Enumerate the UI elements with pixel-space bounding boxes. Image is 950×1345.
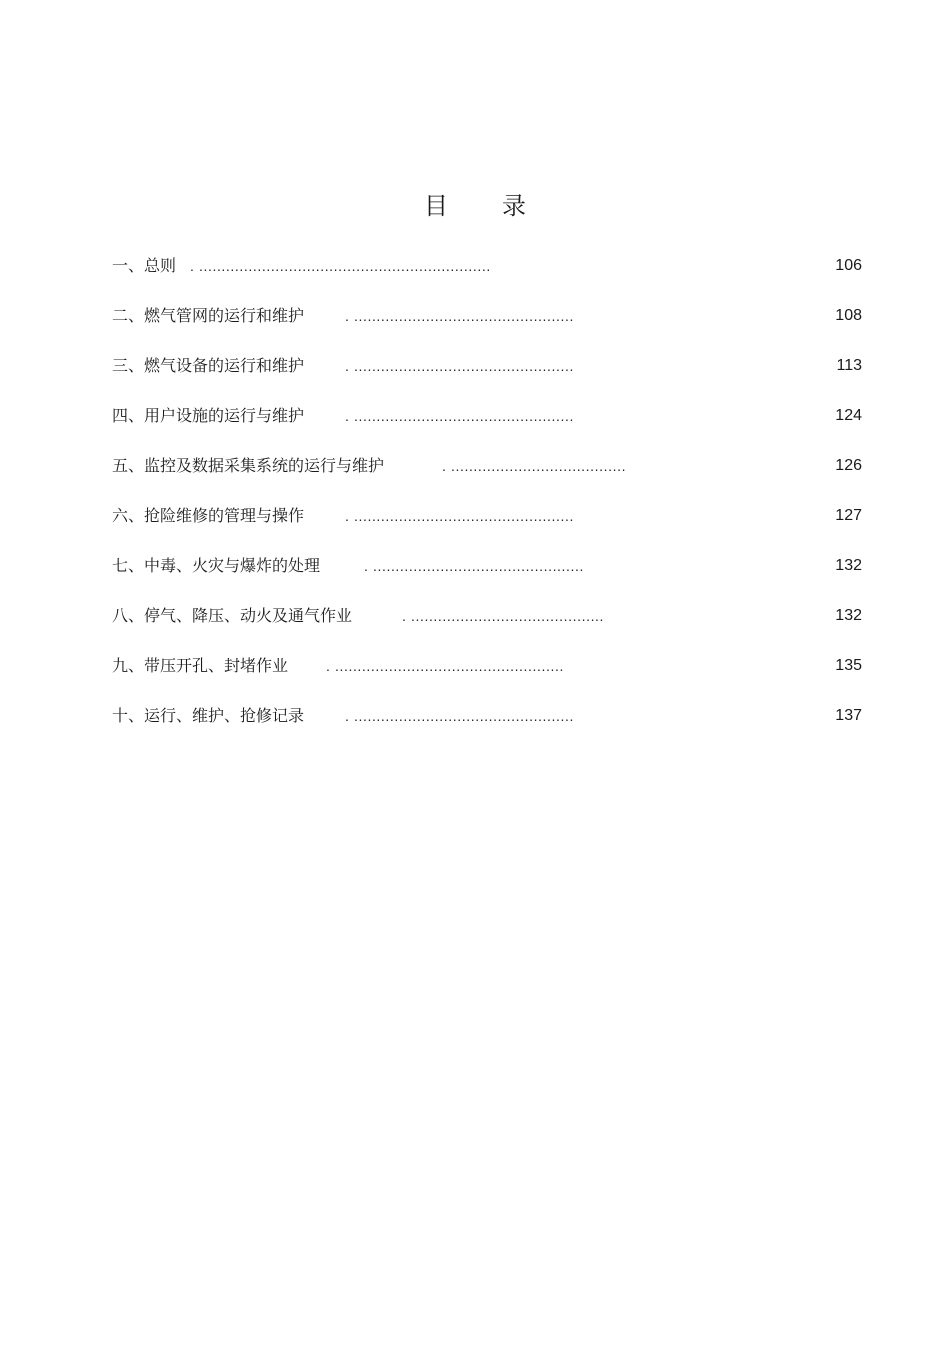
toc-heading-char-1: 目 (424, 192, 448, 220)
toc-entry-number: 四 (112, 406, 129, 425)
toc-entry[interactable] (112, 552, 862, 602)
toc-entry[interactable] (112, 302, 862, 352)
toc-entry-separator: 、 (128, 256, 145, 275)
toc-entry-page: 132 (835, 607, 862, 624)
toc-entry-title: 用户设施的运行与维护 (144, 406, 305, 425)
toc-entry[interactable] (112, 452, 862, 502)
toc-entry-number: 八 (112, 606, 129, 625)
toc-entry-leader: . ................................................. (345, 408, 574, 424)
toc-entry-title: 燃气设备的运行和维护 (144, 356, 305, 375)
toc-entry-number: 二 (112, 306, 129, 325)
toc-entry-leader: . ................................................. (345, 358, 574, 374)
toc-entry-separator: 、 (128, 406, 145, 425)
toc-entry-title: 停气、降压、动火及通气作业 (144, 606, 353, 625)
toc-entry-leader: . ................................................. (345, 708, 574, 724)
toc-entry-label (112, 552, 320, 580)
toc-entry-title: 燃气管网的运行和维护 (144, 306, 305, 325)
toc-entry-title: 带压开孔、封堵作业 (144, 656, 289, 675)
toc-entry-number: 一 (112, 256, 129, 275)
toc-entry-page: 126 (835, 457, 862, 474)
toc-entry[interactable] (112, 652, 862, 702)
toc-entry-page: 127 (835, 507, 862, 524)
toc-entry-number: 五 (112, 456, 129, 475)
toc-entry[interactable] (112, 252, 862, 302)
toc-entry[interactable] (112, 402, 862, 452)
toc-entry-separator: 、 (128, 556, 145, 575)
toc-entry[interactable] (112, 502, 862, 552)
toc-heading (0, 186, 950, 221)
toc-entry-label (112, 402, 304, 430)
toc-entry-label (112, 702, 304, 730)
toc-entry-leader: . ................................................... (326, 658, 564, 674)
toc-entry-separator: 、 (128, 456, 145, 475)
toc-entry-separator: 、 (128, 506, 145, 525)
toc-entry-title: 总则 (144, 256, 177, 275)
toc-entry-title: 抢险维修的管理与操作 (144, 506, 305, 525)
toc-entry-number: 三 (112, 356, 129, 375)
toc-entry-number: 九 (112, 656, 129, 675)
toc-entry-label (112, 502, 304, 530)
toc-entry-number: 六 (112, 506, 129, 525)
toc-entry-page: 106 (835, 257, 862, 274)
toc-entry-title: 监控及数据采集系统的运行与维护 (144, 456, 385, 475)
toc-entry[interactable] (112, 702, 862, 752)
toc-entry-leader: . ........................................... (402, 608, 605, 624)
toc-entry-title: 中毒、火灾与爆炸的处理 (144, 556, 321, 575)
toc-entry-title: 运行、维护、抢修记录 (144, 706, 305, 725)
toc-entry-label (112, 602, 352, 630)
toc-entry-label (112, 452, 384, 480)
toc-heading-char-2: 录 (502, 192, 526, 220)
toc-entry-separator: 、 (128, 356, 145, 375)
toc-entry-page: 124 (835, 407, 862, 424)
toc-entry-page: 137 (835, 707, 862, 724)
toc-entry-number: 七 (112, 556, 129, 575)
toc-entry-leader: . ....................................... (442, 458, 627, 474)
toc-entry-separator: 、 (128, 306, 145, 325)
toc-entry-leader: . ................................................. (345, 508, 574, 524)
toc-list (112, 252, 862, 752)
toc-entry-label (112, 252, 176, 280)
toc-entry[interactable] (112, 602, 862, 652)
toc-entry-leader: . ................................................. (345, 308, 574, 324)
toc-entry-page: 132 (835, 557, 862, 574)
toc-entry-label (112, 652, 288, 680)
toc-entry-page: 113 (836, 357, 862, 374)
toc-entry-separator: 、 (128, 706, 145, 725)
toc-entry-page: 135 (835, 657, 862, 674)
toc-entry-label (112, 302, 304, 330)
toc-entry-separator: 、 (128, 606, 145, 625)
toc-entry-number: 十 (112, 706, 129, 725)
toc-entry-page: 108 (835, 307, 862, 324)
toc-entry-separator: 、 (128, 656, 145, 675)
toc-entry-label (112, 352, 304, 380)
toc-entry-leader: . ............................................... (364, 558, 584, 574)
toc-entry[interactable] (112, 352, 862, 402)
toc-entry-leader: . ................................................................. (190, 258, 491, 274)
